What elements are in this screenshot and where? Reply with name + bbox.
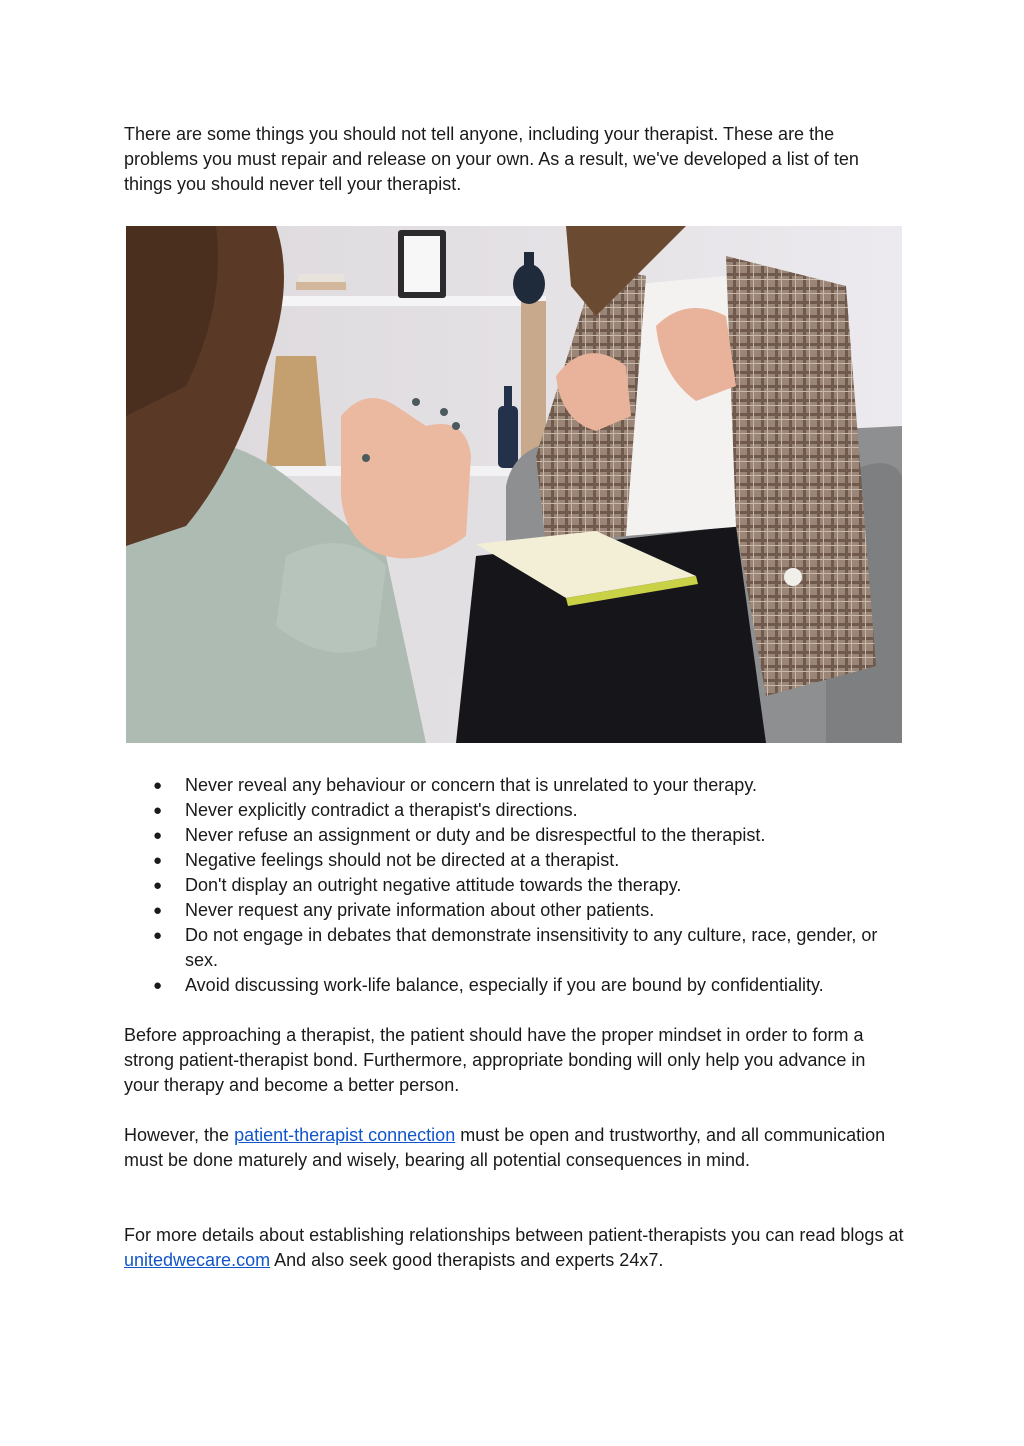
- list-item: ● Never request any private information about other patients.: [124, 898, 904, 923]
- details-text-before: For more details about establishing relationships between patient-therapists you can read blogs at: [124, 1225, 904, 1245]
- list-item: ● Don't display an outright negative attitude towards the therapy.: [124, 873, 904, 898]
- list-item: ● Negative feelings should not be directed at a therapist.: [124, 848, 904, 873]
- list-item: ● Never explicitly contradict a therapist's directions.: [124, 798, 904, 823]
- details-text-after: And also seek good therapists and experts 24x7.: [270, 1250, 664, 1270]
- connection-text-before: However, the: [124, 1125, 235, 1145]
- connection-paragraph: [124, 1123, 904, 1173]
- list-item: ● Never reveal any behaviour or concern that is unrelated to your therapy.: [124, 773, 904, 798]
- list-item: ● Do not engage in debates that demonstrate insensitivity to any culture, race, gender, or sex.: [124, 923, 904, 973]
- intro-paragraph: There are some things you should not tell anyone, including your therapist. These are the problems you must repair and release on your own. As a result, we've developed a list of ten things you should never tell your therapist.: [124, 124, 859, 194]
- unitedwecare-link[interactable]: unitedwecare.com: [124, 1250, 271, 1270]
- list-item: ● Avoid discussing work-life balance, especially if you are bound by confidentiality.: [124, 973, 904, 998]
- details-paragraph: [124, 1223, 904, 1273]
- patient-therapist-connection-link[interactable]: patient-therapist connection: [234, 1125, 456, 1145]
- list-item: ● Never refuse an assignment or duty and be disrespectful to the therapist.: [124, 823, 904, 848]
- advice-list: [124, 773, 904, 998]
- therapy-session-photo: [126, 226, 902, 743]
- mindset-paragraph: Before approaching a therapist, the patient should have the proper mindset in order to form a strong patient-therapist bond. Furthermore, appropriate bonding will only help you advance in your therapy and become a better person.: [124, 1025, 866, 1095]
- connection-text-after: must be open and trustworthy, and all communication must be done maturely and wisely, bearing all potential consequences in mind.: [124, 1125, 886, 1170]
